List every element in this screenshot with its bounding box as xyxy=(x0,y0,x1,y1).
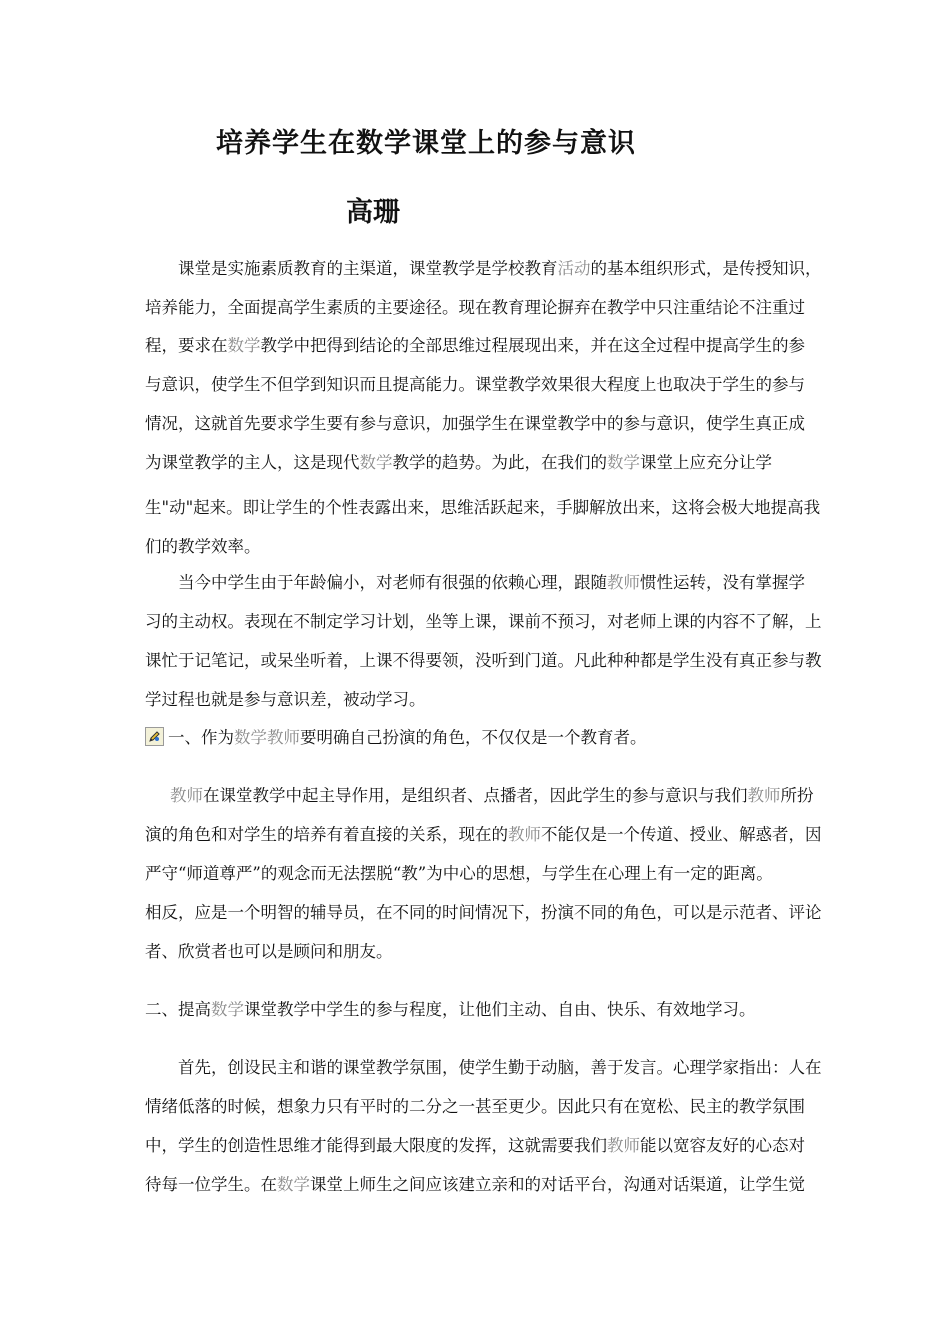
paragraph-3-line-2: 演的角色和对学生的培养有着直接的关系，现在的教师不能仅是一个传道、授业、解惑者，因 xyxy=(145,825,822,844)
link-jiaoshi[interactable]: 教师 xyxy=(508,825,541,844)
link-jiaoshi[interactable]: 教师 xyxy=(170,786,203,805)
paragraph-2-line-2: 习的主动权。表现在不制定学习计划，坐等上课，课前不预习，对老师上课的内容不了解，上 xyxy=(145,612,822,631)
paragraph-3-line-3: 严守“师道尊严”的观念而无法摆脱“教”为中心的思想，与学生在心理上有一定的距离。 xyxy=(145,864,773,883)
link-jiaoshi[interactable]: 教师 xyxy=(607,1136,640,1155)
paragraph-1-line-8: 们的教学效率。 xyxy=(145,537,261,556)
link-shuxue[interactable]: 数学 xyxy=(211,1000,244,1019)
paragraph-1-line-2: 培养能力，全面提高学生素质的主要途径。现在教育理论摒弃在教学中只注重结论不注重过 xyxy=(145,298,805,317)
paragraph-4-line-1: 首先，创设民主和谐的课堂教学氛围，使学生勤于动脑，善于发言。心理学家指出：人在 xyxy=(178,1058,822,1077)
paragraph-2-line-1: 当今中学生由于年龄偏小，对老师有很强的依赖心理，跟随教师惯性运转，没有掌握学 xyxy=(178,573,805,592)
paragraph-2-line-4: 学过程也就是参与意识差，被动学习。 xyxy=(145,690,426,709)
paragraph-1-line-5: 情况，这就首先要求学生要有参与意识，加强学生在课堂教学中的参与意识，使学生真正成 xyxy=(145,414,805,433)
document-title: 培养学生在数学课堂上的参与意识 xyxy=(216,128,636,159)
link-jiaoshi[interactable]: 教师 xyxy=(747,786,781,805)
paragraph-1-line-4: 与意识，使学生不但学到知识而且提高能力。课堂教学效果很大程度上也取决于学生的参与 xyxy=(145,375,805,394)
link-shuxue[interactable]: 数学 xyxy=(227,336,261,355)
document-author: 高珊 xyxy=(346,197,400,228)
section-heading-2: 二、提高数学课堂教学中学生的参与程度，让他们主动、自由、快乐、有效地学习。 xyxy=(145,1000,756,1019)
link-shuxue-jiaoshi[interactable]: 数学教师 xyxy=(234,728,300,747)
paragraph-4-line-4: 待每一位学生。在数学课堂上师生之间应该建立亲和的对话平台，沟通对话渠道，让学生觉 xyxy=(145,1175,805,1194)
paragraph-1-line-7: 生"动"起来。即让学生的个性表露出来，思维活跃起来，手脚解放出来，这将会极大地提高我 xyxy=(145,498,821,517)
paragraph-3-line-1: 教师在课堂教学中起主导作用，是组织者、点播者，因此学生的参与意识与我们教师所扮 xyxy=(170,786,814,805)
link-shuxue[interactable]: 数学 xyxy=(607,453,640,472)
paragraph-3-line-5: 者、欣赏者也可以是顾问和朋友。 xyxy=(145,942,393,961)
paragraph-4-line-3: 中，学生的创造性思维才能得到最大限度的发挥，这就需要我们教师能以宽容友好的心态对 xyxy=(145,1136,805,1155)
section-heading-1: 一、作为数学教师要明确自己扮演的角色，不仅仅是一个教育者。 xyxy=(145,726,647,750)
link-huodong[interactable]: 活动 xyxy=(557,259,591,278)
link-jiaoshi[interactable]: 教师 xyxy=(607,573,640,592)
paragraph-3-line-4: 相反，应是一个明智的辅导员，在不同的时间情况下，扮演不同的角色，可以是示范者、评论 xyxy=(145,903,822,922)
link-shuxue[interactable]: 数学 xyxy=(359,453,393,472)
pen-edit-icon[interactable] xyxy=(145,727,164,746)
paragraph-1-line-6: 为课堂教学的主人，这是现代数学教学的趋势。为此，在我们的数学课堂上应充分让学 xyxy=(145,453,772,472)
paragraph-2-line-3: 课忙于记笔记，或呆坐听着，上课不得要领，没听到门道。凡此种种都是学生没有真正参与教 xyxy=(145,651,822,670)
paragraph-4-line-2: 情绪低落的时候，想象力只有平时的二分之一甚至更少。因此只有在宽松、民主的教学氛围 xyxy=(145,1097,805,1116)
link-shuxue[interactable]: 数学 xyxy=(277,1175,310,1194)
paragraph-1-line-3: 程，要求在数学教学中把得到结论的全部思维过程展现出来，并在这全过程中提高学生的参 xyxy=(145,336,805,355)
paragraph-1-line-1: 课堂是实施素质教育的主渠道，课堂教学是学校教育活动的基本组织形式，是传授知识， xyxy=(178,259,822,278)
